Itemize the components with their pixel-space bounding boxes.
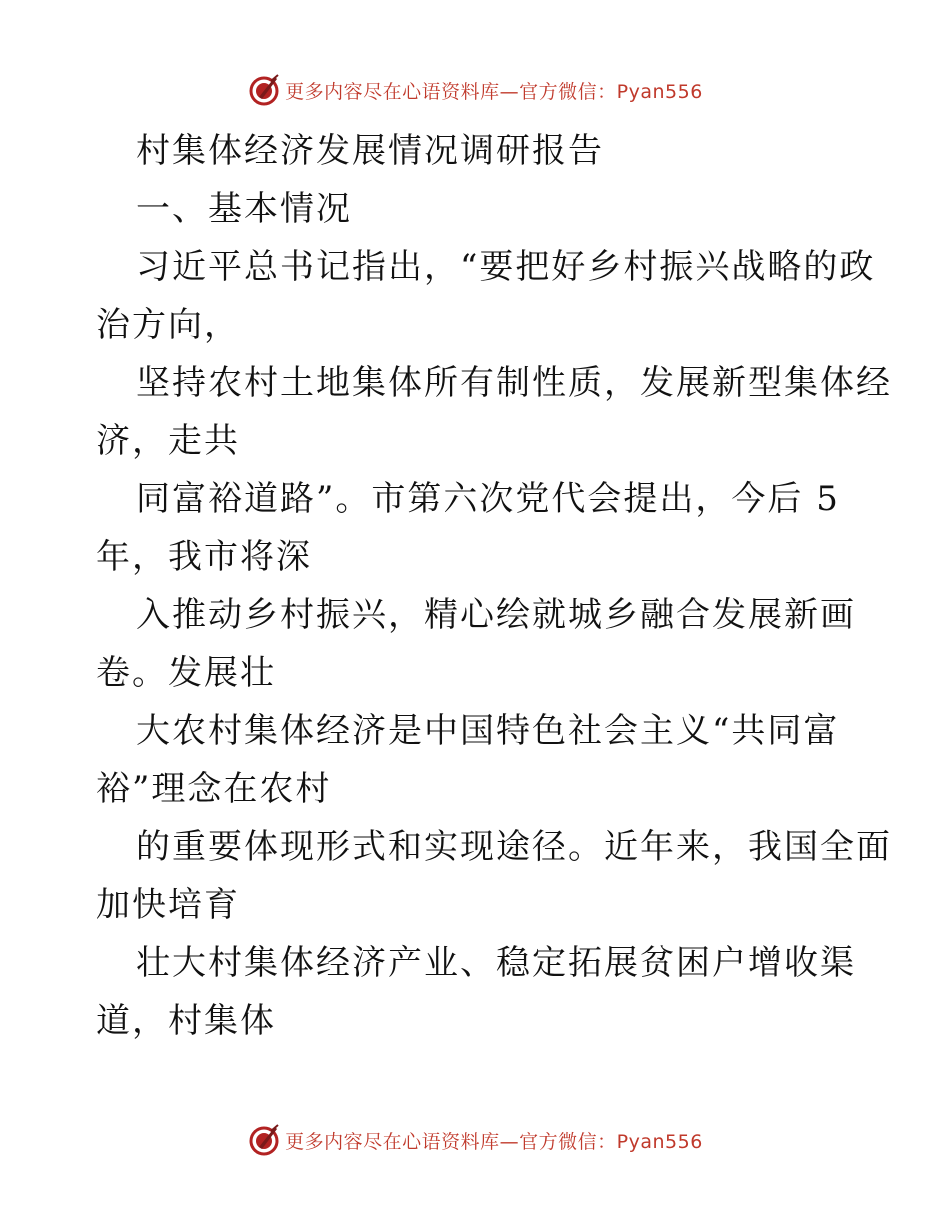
header-banner: [0, 70, 950, 110]
paragraph-line: 卷。发展壮: [96, 653, 276, 693]
paragraph-line: 习近平总书记指出，“要把好乡村振兴战略的政: [136, 247, 876, 287]
banner-wechat: —官方微信：Pyan556: [499, 80, 703, 103]
document-body: [96, 122, 892, 1050]
document-lines: [96, 180, 892, 1050]
paragraph-line: 济，走共: [96, 421, 240, 461]
quill-logo-icon: [247, 1123, 281, 1157]
paragraph-line: 同富裕道路”。市第六次党代会提出，今后 5: [136, 479, 840, 519]
paragraph-line: 坚持农村土地集体所有制性质，发展新型集体经: [136, 363, 892, 403]
paragraph-line: 一、基本情况: [136, 189, 352, 229]
banner-brand: 更多内容尽在心语资料库: [285, 1130, 500, 1153]
document-title: 村集体经济发展情况调研报告: [136, 131, 604, 171]
banner-brand: 更多内容尽在心语资料库: [285, 80, 500, 103]
paragraph-line: 加快培育: [96, 885, 240, 925]
banner-text: [285, 77, 703, 104]
paragraph-line: 道，村集体: [96, 1001, 276, 1041]
paragraph-line: 入推动乡村振兴，精心绘就城乡融合发展新画: [136, 595, 856, 635]
paragraph-line: 壮大村集体经济产业、稳定拓展贫困户增收渠: [136, 943, 856, 983]
banner-wechat: —官方微信：Pyan556: [499, 1130, 703, 1153]
banner-text: [285, 1127, 703, 1154]
paragraph-line: 大农村集体经济是中国特色社会主义“共同富: [136, 711, 840, 751]
quill-logo-icon: [247, 73, 281, 107]
paragraph-line: 裕”理念在农村: [96, 769, 332, 809]
footer-banner: [0, 1120, 950, 1160]
paragraph-line: 的重要体现形式和实现途径。近年来，我国全面: [136, 827, 892, 867]
paragraph-line: 治方向，: [96, 305, 240, 345]
paragraph-line: 年，我市将深: [96, 537, 312, 577]
